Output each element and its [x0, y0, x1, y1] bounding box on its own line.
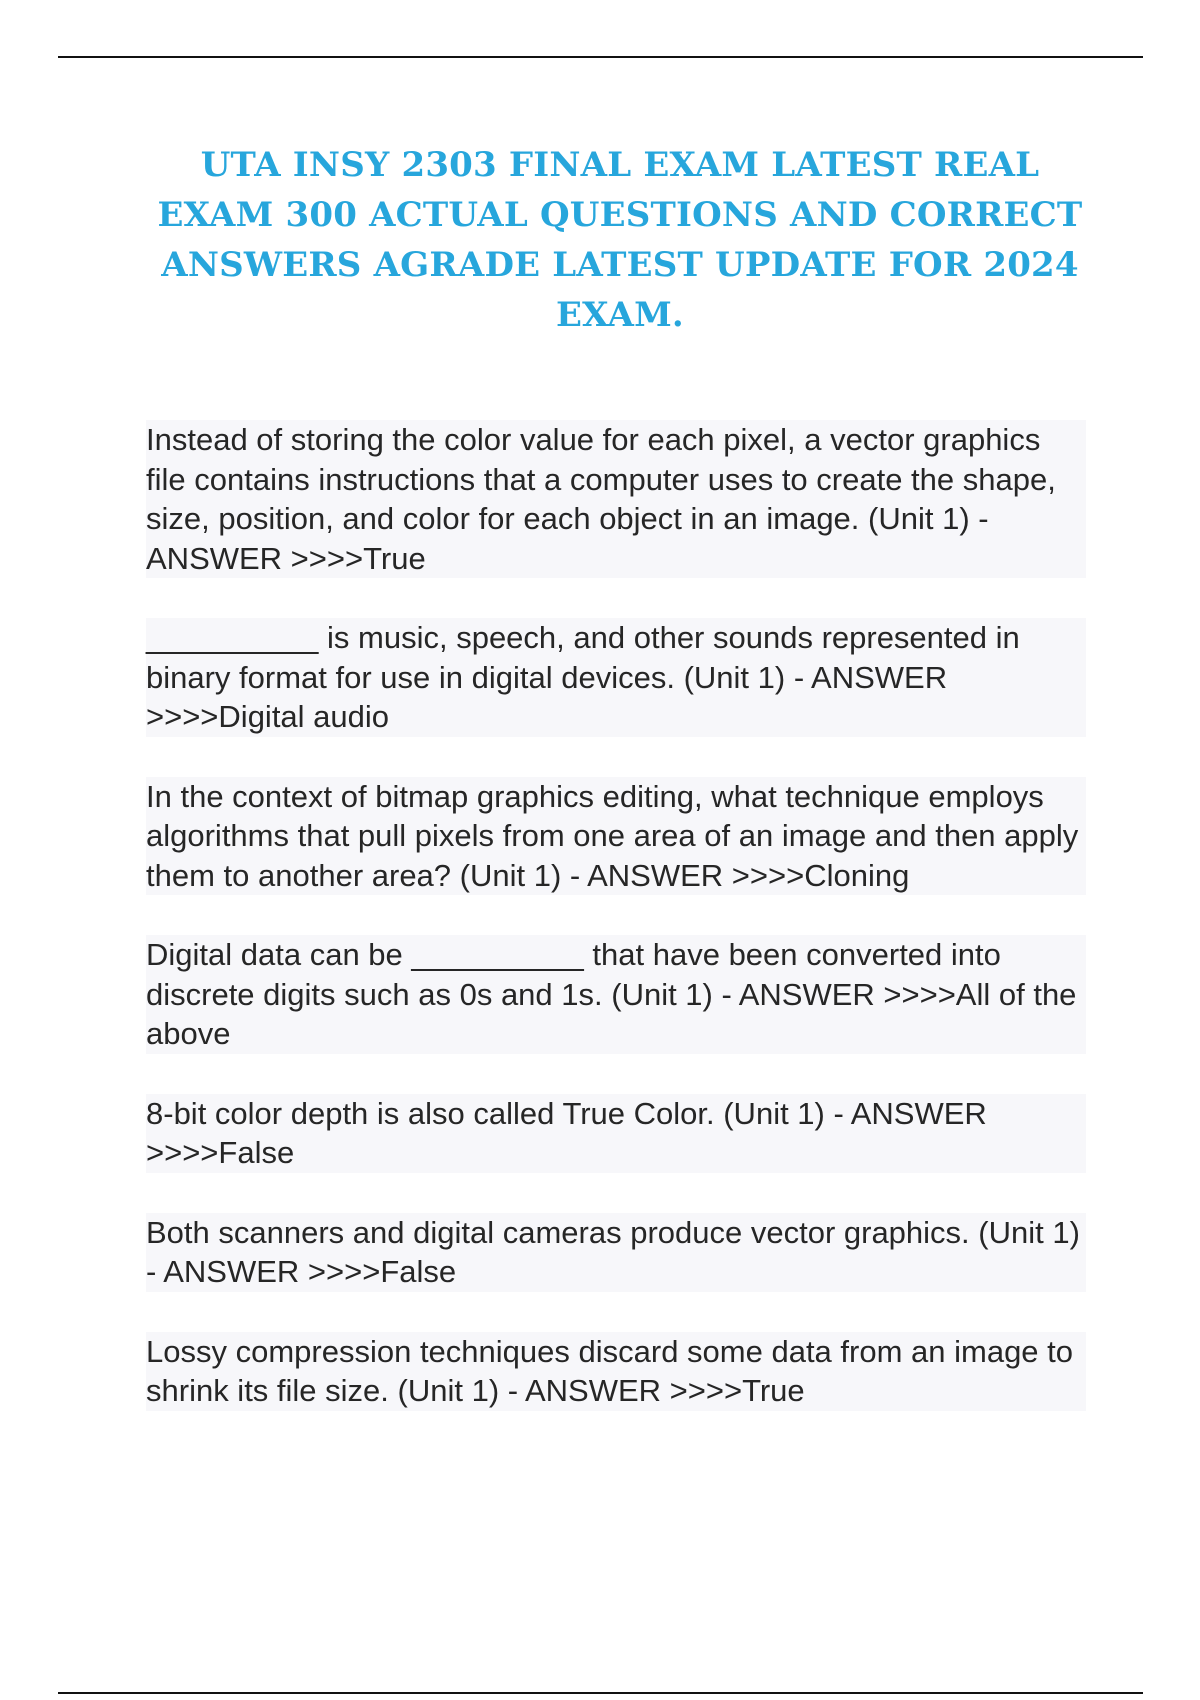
qa-item: Digital data can be __________ that have been converted into discrete digits such as 0s and 1s. (Unit 1) - ANSWER >>>>All of the above: [146, 935, 1086, 1054]
title-block: [140, 140, 1100, 340]
document-title: UTA INSY 2303 FINAL EXAM LATEST REAL EXAM 300 ACTUAL QUESTIONS AND CORRECT ANSWERS AGRADE LATEST UPDATE FOR 2024 EXAM.: [157, 145, 1083, 335]
qa-item: Both scanners and digital cameras produce vector graphics. (Unit 1) - ANSWER >>>>False: [146, 1213, 1086, 1292]
qa-item: Instead of storing the color value for each pixel, a vector graphics file contains instructions that a computer uses to create the shape, size, position, and color for each object in an image. (Unit 1) - ANSWER >>>>True: [146, 420, 1086, 578]
top-divider: [58, 56, 1143, 58]
qa-item: Lossy compression techniques discard some data from an image to shrink its file size. (Unit 1) - ANSWER >>>>True: [146, 1332, 1086, 1411]
qa-list: [146, 420, 1086, 1451]
bottom-divider: [58, 1692, 1143, 1694]
qa-item: 8-bit color depth is also called True Color. (Unit 1) - ANSWER >>>>False: [146, 1094, 1086, 1173]
qa-item: In the context of bitmap graphics editing, what technique employs algorithms that pull pixels from one area of an image and then apply them to another area? (Unit 1) - ANSWER >>>>Cloning: [146, 777, 1086, 896]
qa-item: __________ is music, speech, and other sounds represented in binary format for use in digital devices. (Unit 1) - ANSWER >>>>Digital audio: [146, 618, 1086, 737]
